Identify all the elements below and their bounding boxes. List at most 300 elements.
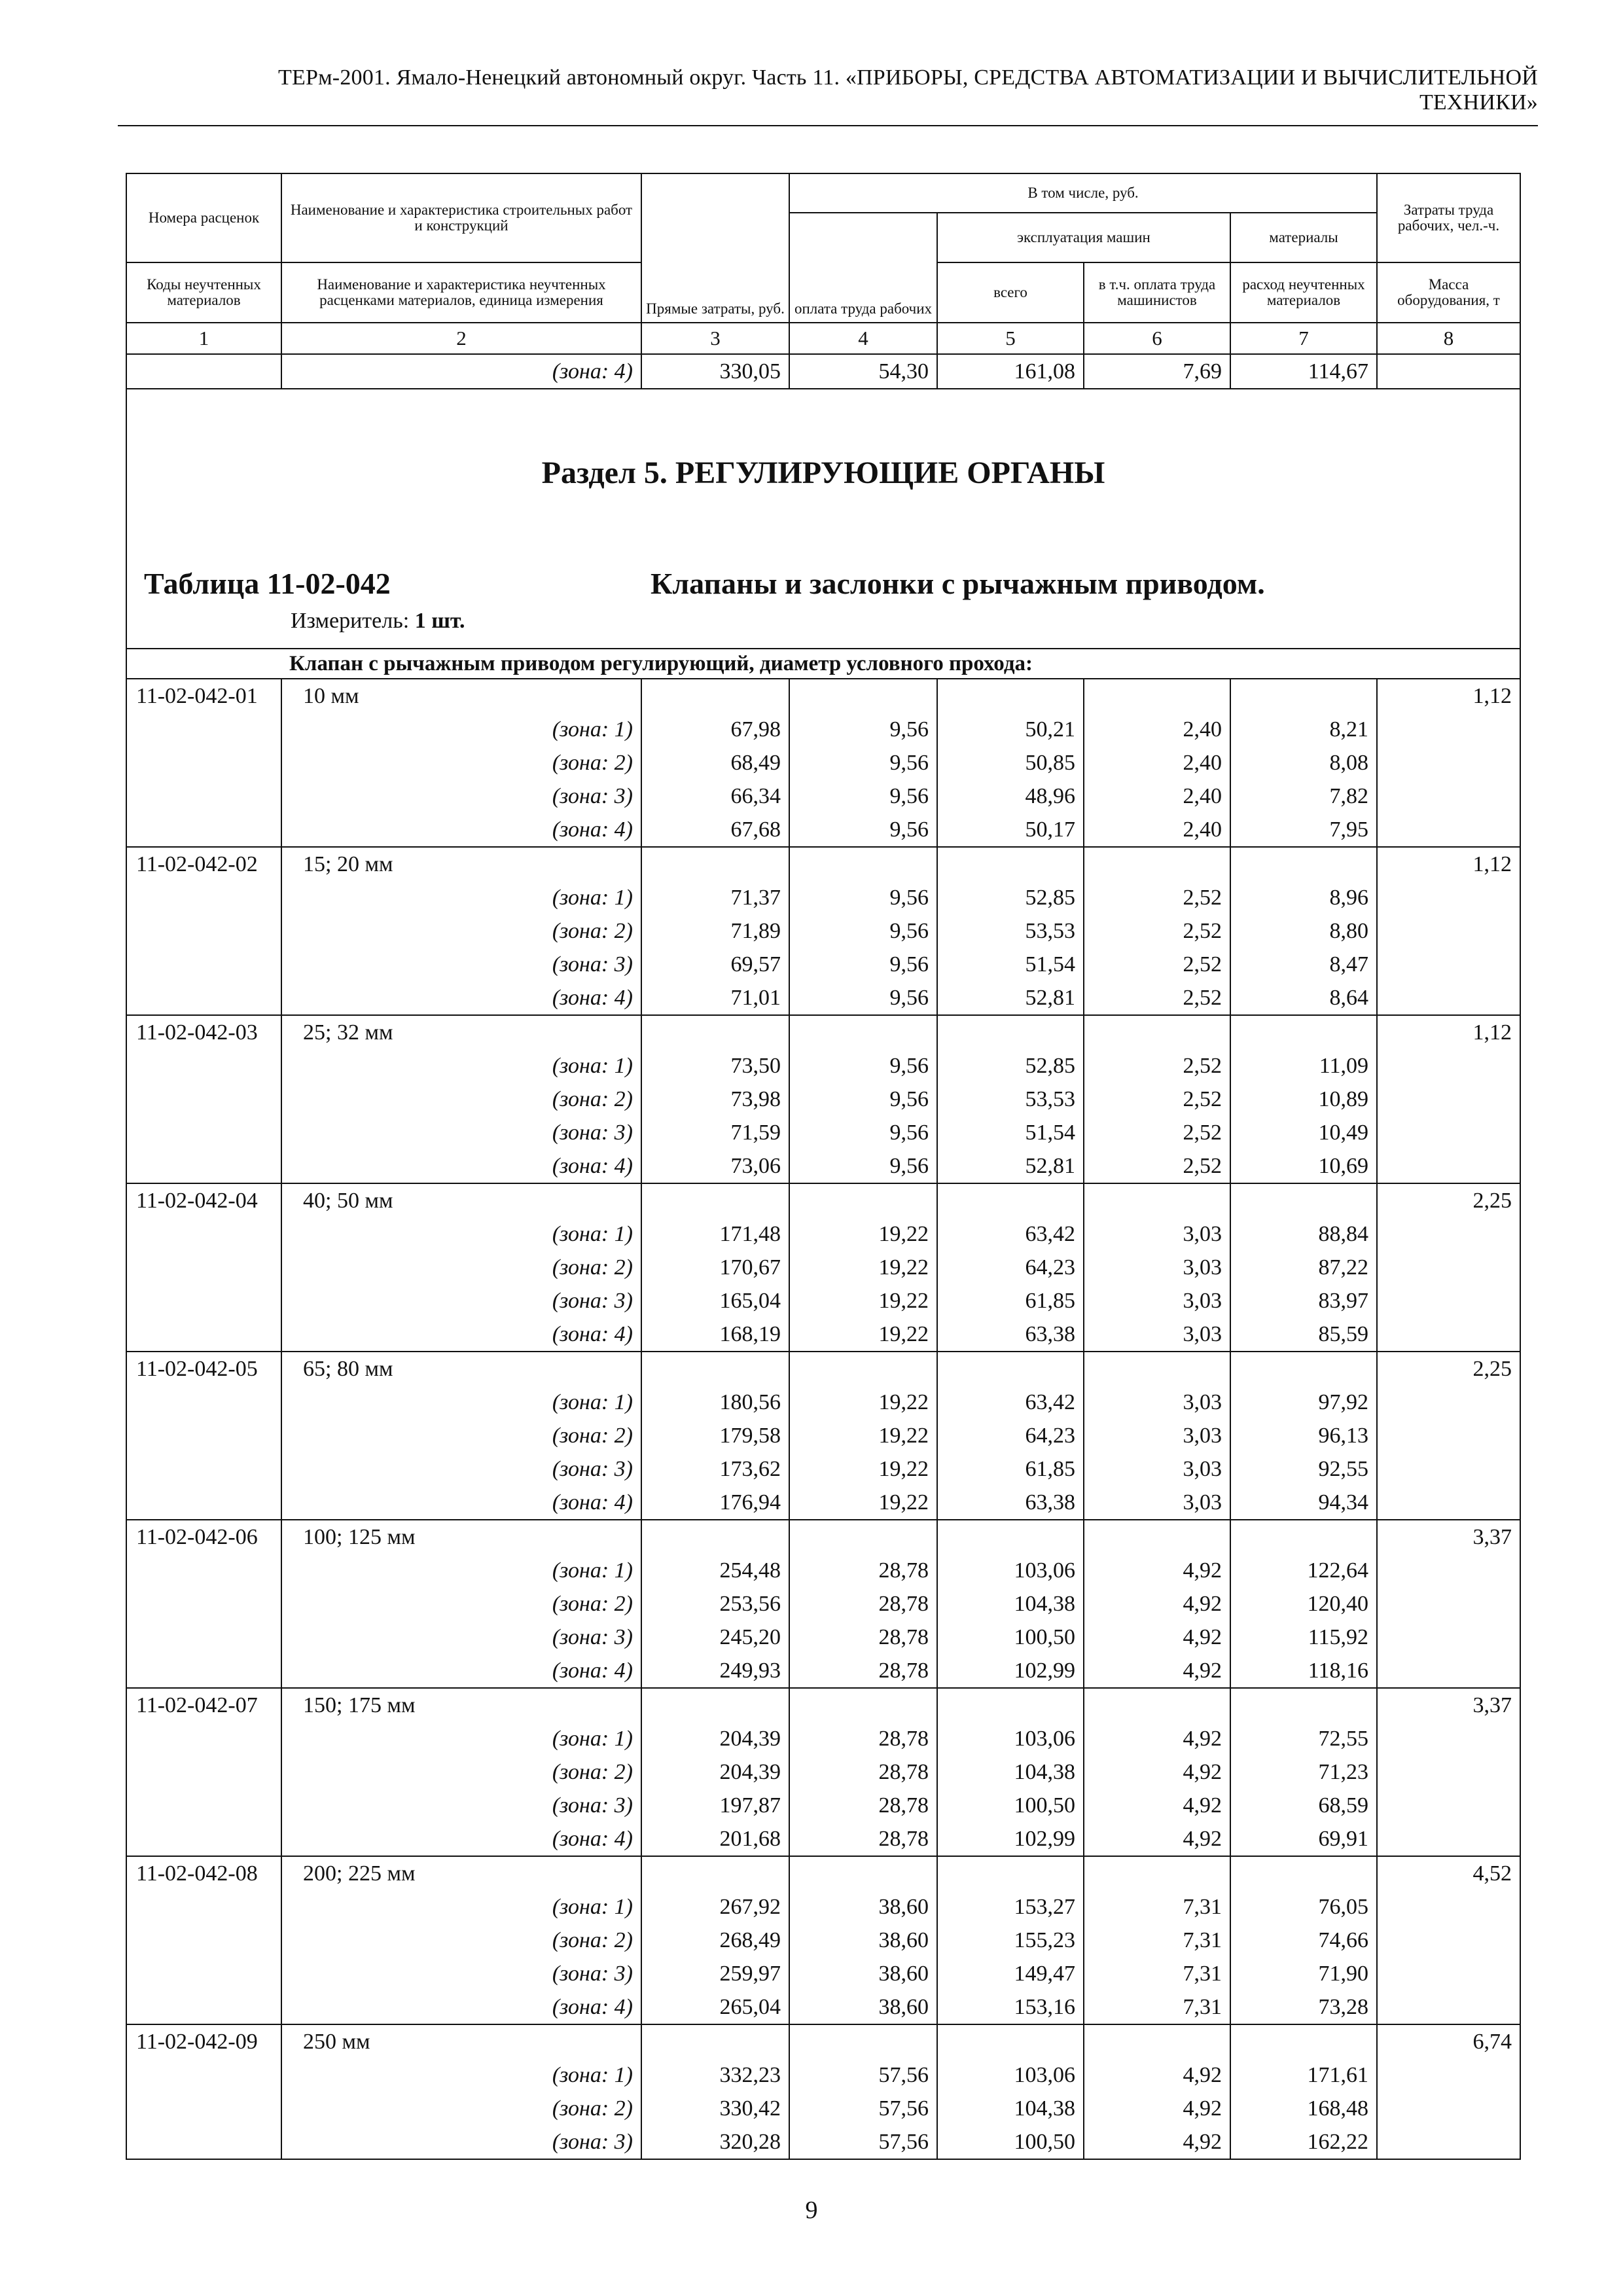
cell-machines-total: 63,38 <box>937 1318 1084 1352</box>
table-row <box>126 813 1520 847</box>
cell-direct-cost: 180,56 <box>641 1386 789 1419</box>
cell-direct-cost: 71,01 <box>641 981 789 1015</box>
cell-labor-pay: 19,22 <box>789 1251 937 1284</box>
section-row <box>126 389 1520 649</box>
cell-direct-cost: 332,23 <box>641 2058 789 2092</box>
table-row <box>126 1822 1520 1856</box>
cell-direct-cost: 71,59 <box>641 1116 789 1149</box>
cell-labor-pay: 28,78 <box>789 1554 937 1587</box>
cell-direct-cost: 71,89 <box>641 914 789 948</box>
rate-code: 11-02-042-06 <box>126 1520 281 1554</box>
cell-materials: 8,80 <box>1230 914 1377 948</box>
zone-label: (зона: 4) <box>281 1654 641 1688</box>
col1-header-bottom: Коды неучтенных материалов <box>126 262 281 323</box>
table-row <box>126 1587 1520 1621</box>
rate-header-row <box>126 847 1520 881</box>
cell-machines-total: 153,16 <box>937 1990 1084 2024</box>
subheading: Клапан с рычажным приводом регулирующий, диаметр условного прохода: <box>126 649 1520 679</box>
cell-direct-cost: 259,97 <box>641 1957 789 1990</box>
zone-label: (зона: 3) <box>281 1789 641 1822</box>
table-row <box>126 1217 1520 1251</box>
cell-materials: 114,67 <box>1230 354 1377 389</box>
zone-label: (зона: 3) <box>281 1957 641 1990</box>
cell-labor-pay: 28,78 <box>789 1755 937 1789</box>
cell-direct-cost: 330,42 <box>641 2092 789 2125</box>
cell-direct-cost: 173,62 <box>641 1452 789 1486</box>
cell-machines-total: 100,50 <box>937 1789 1084 1822</box>
col-number: 8 <box>1377 323 1520 354</box>
rate-header-row <box>126 1688 1520 1722</box>
labor-cost: 1,12 <box>1377 847 1520 881</box>
table-row <box>126 1452 1520 1486</box>
zone-label: (зона: 3) <box>281 1284 641 1318</box>
cell-materials: 7,82 <box>1230 780 1377 813</box>
cell-machines-total: 50,17 <box>937 813 1084 847</box>
cell-machinist-pay: 2,52 <box>1084 1149 1230 1183</box>
cell-machinist-pay: 4,92 <box>1084 1587 1230 1621</box>
cell-machines-total: 53,53 <box>937 1083 1084 1116</box>
cell-labor-pay: 9,56 <box>789 780 937 813</box>
running-header-line1: ТЕРм-2001. Ямало-Ненецкий автономный округ. Часть 11. «ПРИБОРЫ, СРЕДСТВА АВТОМАТИЗАЦИИ И ВЫЧИСЛИТЕЛЬНОЙ <box>278 65 1538 90</box>
cell-machines-total: 64,23 <box>937 1419 1084 1452</box>
cell-machinist-pay: 2,40 <box>1084 813 1230 847</box>
rate-name: 150; 175 мм <box>281 1688 641 1722</box>
cell-machinist-pay: 2,40 <box>1084 713 1230 746</box>
cell-labor-pay: 9,56 <box>789 948 937 981</box>
zone-label: (зона: 1) <box>281 1722 641 1755</box>
cell-materials: 8,21 <box>1230 713 1377 746</box>
cell-machinist-pay: 7,69 <box>1084 354 1230 389</box>
cell-machinist-pay: 4,92 <box>1084 1789 1230 1822</box>
header-rule <box>118 125 1538 126</box>
table-row <box>126 1116 1520 1149</box>
cell-direct-cost: 197,87 <box>641 1789 789 1822</box>
cell-machinist-pay: 4,92 <box>1084 2092 1230 2125</box>
table-row <box>126 1554 1520 1587</box>
cell-direct-cost: 71,37 <box>641 881 789 914</box>
cell-direct-cost: 254,48 <box>641 1554 789 1587</box>
col8-header-bottom: Масса оборудования, т <box>1377 262 1520 323</box>
cell-machinist-pay: 2,52 <box>1084 1049 1230 1083</box>
cell-machines-total: 61,85 <box>937 1284 1084 1318</box>
column-number-row <box>126 323 1520 354</box>
rate-code: 11-02-042-02 <box>126 847 281 881</box>
cell-materials: 11,09 <box>1230 1049 1377 1083</box>
zone-label: (зона: 2) <box>281 1755 641 1789</box>
section-title: Раздел 5. РЕГУЛИРУЮЩИЕ ОРГАНЫ <box>541 456 1105 490</box>
cell-machinist-pay: 7,31 <box>1084 1890 1230 1924</box>
zone-label: (зона: 2) <box>281 2092 641 2125</box>
cell-machinist-pay: 7,31 <box>1084 1990 1230 2024</box>
labor-cost: 4,52 <box>1377 1856 1520 1890</box>
rate-code: 11-02-042-03 <box>126 1015 281 1049</box>
cell-labor-pay: 9,56 <box>789 813 937 847</box>
cell-machines-total: 51,54 <box>937 1116 1084 1149</box>
col2-header-top: Наименование и характеристика строительных работ и конструкций <box>281 173 641 262</box>
subheading-row <box>126 649 1520 679</box>
rate-groups <box>126 679 1520 2159</box>
materials-header: материалы <box>1230 213 1377 262</box>
zone-label: (зона: 3) <box>281 780 641 813</box>
zone-label: (зона: 2) <box>281 1587 641 1621</box>
cell-materials: 168,48 <box>1230 2092 1377 2125</box>
cell-machinist-pay: 4,92 <box>1084 1621 1230 1654</box>
table-row <box>126 948 1520 981</box>
cell-direct-cost: 330,05 <box>641 354 789 389</box>
zone-label: (зона: 3) <box>281 1116 641 1149</box>
cell-direct-cost: 66,34 <box>641 780 789 813</box>
zone-label: (зона: 1) <box>281 1386 641 1419</box>
cell-machines-total: 103,06 <box>937 1554 1084 1587</box>
zone-label: (зона: 4) <box>281 1149 641 1183</box>
cell-labor-pay: 28,78 <box>789 1654 937 1688</box>
cell-machinist-pay: 4,92 <box>1084 1822 1230 1856</box>
zone-label: (зона: 2) <box>281 1083 641 1116</box>
cell-materials: 8,64 <box>1230 981 1377 1015</box>
zone-label: (зона: 2) <box>281 1251 641 1284</box>
zone-label: (зона: 3) <box>281 2125 641 2159</box>
cell-machinist-pay: 4,92 <box>1084 1554 1230 1587</box>
machines-header: эксплуатация машин <box>937 213 1230 262</box>
col4-header: оплата труда рабочих <box>789 213 937 323</box>
cell-machines-total: 53,53 <box>937 914 1084 948</box>
table-row <box>126 1621 1520 1654</box>
cell-direct-cost: 170,67 <box>641 1251 789 1284</box>
table-title: Клапаны и заслонки с рычажным приводом. <box>651 567 1265 600</box>
cell-materials: 118,16 <box>1230 1654 1377 1688</box>
cell-direct-cost: 176,94 <box>641 1486 789 1520</box>
cell-direct-cost: 245,20 <box>641 1621 789 1654</box>
cell-direct-cost: 171,48 <box>641 1217 789 1251</box>
cell-machinist-pay: 3,03 <box>1084 1217 1230 1251</box>
cell-materials: 68,59 <box>1230 1789 1377 1822</box>
col2-header-bottom: Наименование и характеристика неучтенных расценками материалов, единица измерения <box>281 262 641 323</box>
table-row <box>126 1789 1520 1822</box>
table-row <box>126 1654 1520 1688</box>
cell-machines-total: 103,06 <box>937 1722 1084 1755</box>
cell-labor-pay: 38,60 <box>789 1990 937 2024</box>
col-number: 4 <box>789 323 937 354</box>
zone-label: (зона: 2) <box>281 1419 641 1452</box>
cell-machinist-pay: 4,92 <box>1084 2125 1230 2159</box>
cell-labor-pay: 28,78 <box>789 1822 937 1856</box>
cell-direct-cost: 267,92 <box>641 1890 789 1924</box>
rate-name: 40; 50 мм <box>281 1183 641 1217</box>
rate-code: 11-02-042-08 <box>126 1856 281 1890</box>
rate-header-row <box>126 1520 1520 1554</box>
cell-materials: 7,95 <box>1230 813 1377 847</box>
cell-materials: 97,92 <box>1230 1386 1377 1419</box>
cell-direct-cost: 320,28 <box>641 2125 789 2159</box>
col-number: 2 <box>281 323 641 354</box>
table-row <box>126 1149 1520 1183</box>
rate-header-row <box>126 679 1520 713</box>
cell-materials: 69,91 <box>1230 1822 1377 1856</box>
running-header <box>118 65 1538 115</box>
cell-labor-pay: 19,22 <box>789 1217 937 1251</box>
cell-machines-total: 52,85 <box>937 881 1084 914</box>
cell-labor-pay: 9,56 <box>789 881 937 914</box>
col1-header-top: Номера расценок <box>126 173 281 262</box>
rate-header-row <box>126 1015 1520 1049</box>
rate-name: 10 мм <box>281 679 641 713</box>
running-header-line2: ТЕХНИКИ» <box>1419 90 1538 115</box>
rate-header-row <box>126 1352 1520 1386</box>
cell-materials: 92,55 <box>1230 1452 1377 1486</box>
cell-materials: 10,49 <box>1230 1116 1377 1149</box>
zone-label: (зона: 4) <box>281 1318 641 1352</box>
cell-labor-pay: 9,56 <box>789 914 937 948</box>
rate-header-row <box>126 2024 1520 2058</box>
cell-materials: 10,89 <box>1230 1083 1377 1116</box>
table-row <box>126 2092 1520 2125</box>
price-table <box>126 173 1521 2160</box>
cell-materials: 71,90 <box>1230 1957 1377 1990</box>
cell-machinist-pay: 3,03 <box>1084 1386 1230 1419</box>
cell-labor-pay: 28,78 <box>789 1722 937 1755</box>
table-row <box>126 780 1520 813</box>
table-id: Таблица 11-02-042 <box>144 567 391 600</box>
table-row <box>126 1755 1520 1789</box>
cell-machines-total: 52,85 <box>937 1049 1084 1083</box>
cell-labor-pay: 9,56 <box>789 1083 937 1116</box>
table-row <box>126 1924 1520 1957</box>
table-row <box>126 1486 1520 1520</box>
cell-machines-total: 100,50 <box>937 1621 1084 1654</box>
cell-labor-pay: 28,78 <box>789 1789 937 1822</box>
cell-machinist-pay: 2,52 <box>1084 881 1230 914</box>
cell-machinist-pay: 2,52 <box>1084 914 1230 948</box>
cell-machines-total: 63,42 <box>937 1217 1084 1251</box>
cell-labor-pay: 38,60 <box>789 1924 937 1957</box>
labor-cost: 1,12 <box>1377 1015 1520 1049</box>
cell-direct-cost: 73,98 <box>641 1083 789 1116</box>
cell-direct-cost: 253,56 <box>641 1587 789 1621</box>
cell-direct-cost: 69,57 <box>641 948 789 981</box>
col-number: 6 <box>1084 323 1230 354</box>
cell-machines-total: 104,38 <box>937 1755 1084 1789</box>
labor-cost: 3,37 <box>1377 1520 1520 1554</box>
cell-direct-cost: 179,58 <box>641 1419 789 1452</box>
cell-labor-pay: 38,60 <box>789 1957 937 1990</box>
cell-machines-total: 100,50 <box>937 2125 1084 2159</box>
cell-machines-total: 63,42 <box>937 1386 1084 1419</box>
cell-machines-total: 102,99 <box>937 1654 1084 1688</box>
cell-direct-cost: 268,49 <box>641 1924 789 1957</box>
table-row <box>126 1419 1520 1452</box>
measure-unit: Измеритель: 1 шт. <box>291 609 465 633</box>
col7-header: расход неучтенных материалов <box>1230 262 1377 323</box>
cell-machinist-pay: 3,03 <box>1084 1452 1230 1486</box>
page-number: 9 <box>805 2197 818 2224</box>
rate-name: 200; 225 мм <box>281 1856 641 1890</box>
zone-label: (зона: 1) <box>281 1554 641 1587</box>
cell-machines-total: 61,85 <box>937 1452 1084 1486</box>
zone-label: (зона: 1) <box>281 881 641 914</box>
cell-labor-pay: 57,56 <box>789 2092 937 2125</box>
col5-header: всего <box>937 262 1084 323</box>
col6-header: в т.ч. оплата труда машинистов <box>1084 262 1230 323</box>
cell-machines-total: 63,38 <box>937 1486 1084 1520</box>
cell-direct-cost: 249,93 <box>641 1654 789 1688</box>
col-number: 1 <box>126 323 281 354</box>
zone-label: (зона: 1) <box>281 1217 641 1251</box>
cell-machines-total: 51,54 <box>937 948 1084 981</box>
table-row <box>126 1722 1520 1755</box>
cell-machinist-pay: 2,52 <box>1084 1083 1230 1116</box>
cell-machinist-pay: 2,40 <box>1084 746 1230 780</box>
cell-materials: 94,34 <box>1230 1486 1377 1520</box>
cell-labor-pay: 28,78 <box>789 1587 937 1621</box>
table-row <box>126 1957 1520 1990</box>
cell-machines-total: 102,99 <box>937 1822 1084 1856</box>
cell-materials: 83,97 <box>1230 1284 1377 1318</box>
cell-labor-pay: 54,30 <box>789 354 937 389</box>
table-row <box>126 981 1520 1015</box>
cell-direct-cost: 67,98 <box>641 713 789 746</box>
zone-label: (зона: 2) <box>281 914 641 948</box>
cell-labor-pay: 28,78 <box>789 1621 937 1654</box>
cell-labor-pay: 19,22 <box>789 1452 937 1486</box>
cell-machinist-pay: 3,03 <box>1084 1419 1230 1452</box>
table-row <box>126 1318 1520 1352</box>
cell-materials: 73,28 <box>1230 1990 1377 2024</box>
cell-materials: 74,66 <box>1230 1924 1377 1957</box>
cell-direct-cost: 265,04 <box>641 1990 789 2024</box>
zone-label: (зона: 4) <box>281 981 641 1015</box>
table-row <box>126 1083 1520 1116</box>
zone-label: (зона: 3) <box>281 1452 641 1486</box>
cell-labor-pay: 9,56 <box>789 1149 937 1183</box>
cell-materials: 71,23 <box>1230 1755 1377 1789</box>
cell-machines-total: 153,27 <box>937 1890 1084 1924</box>
cell-materials: 85,59 <box>1230 1318 1377 1352</box>
rate-header-row <box>126 1183 1520 1217</box>
cell-machinist-pay: 4,92 <box>1084 1654 1230 1688</box>
table-row <box>126 1890 1520 1924</box>
cell-materials: 8,47 <box>1230 948 1377 981</box>
price-table-frame <box>126 173 1520 2160</box>
cell-labor-pay: 19,22 <box>789 1419 937 1452</box>
labor-cost: 3,37 <box>1377 1688 1520 1722</box>
table-row <box>126 746 1520 780</box>
cell-labor-pay: 19,22 <box>789 1486 937 1520</box>
zone-label: (зона: 2) <box>281 746 641 780</box>
zone-label: (зона: 2) <box>281 1924 641 1957</box>
cell-materials: 8,96 <box>1230 881 1377 914</box>
rate-name: 15; 20 мм <box>281 847 641 881</box>
table-row <box>126 713 1520 746</box>
table-row <box>126 2058 1520 2092</box>
cell-labor-pay: 19,22 <box>789 1284 937 1318</box>
cell-machines-total: 48,96 <box>937 780 1084 813</box>
cell-direct-cost: 73,06 <box>641 1149 789 1183</box>
col8-header-top: Затраты труда рабочих, чел.-ч. <box>1377 173 1520 262</box>
cell-machinist-pay: 2,52 <box>1084 1116 1230 1149</box>
zone-label: (зона: 1) <box>281 1890 641 1924</box>
cell-machines-total: 52,81 <box>937 981 1084 1015</box>
cell-labor-pay: 57,56 <box>789 2058 937 2092</box>
cell-labor-pay: 38,60 <box>789 1890 937 1924</box>
table-row <box>126 1990 1520 2024</box>
cell-materials: 8,08 <box>1230 746 1377 780</box>
rate-name: 65; 80 мм <box>281 1352 641 1386</box>
col-number: 7 <box>1230 323 1377 354</box>
cell-labor-pay: 9,56 <box>789 746 937 780</box>
zone-label: (зона: 4) <box>281 354 641 389</box>
cell-machinist-pay: 2,40 <box>1084 780 1230 813</box>
cell-labor-pay: 9,56 <box>789 1049 937 1083</box>
rate-name: 250 мм <box>281 2024 641 2058</box>
cell-direct-cost: 168,19 <box>641 1318 789 1352</box>
cell-direct-cost: 67,68 <box>641 813 789 847</box>
col-number: 3 <box>641 323 789 354</box>
labor-cost: 6,74 <box>1377 2024 1520 2058</box>
labor-cost: 2,25 <box>1377 1183 1520 1217</box>
table-row <box>126 1284 1520 1318</box>
cell-machinist-pay: 7,31 <box>1084 1924 1230 1957</box>
cell-labor-pay: 9,56 <box>789 1116 937 1149</box>
rate-code: 11-02-042-01 <box>126 679 281 713</box>
zone-label: (зона: 3) <box>281 948 641 981</box>
rate-code: 11-02-042-07 <box>126 1688 281 1722</box>
cell-materials: 162,22 <box>1230 2125 1377 2159</box>
labor-cost: 2,25 <box>1377 1352 1520 1386</box>
cell-machinist-pay: 7,31 <box>1084 1957 1230 1990</box>
zone-label: (зона: 1) <box>281 1049 641 1083</box>
cell-materials: 171,61 <box>1230 2058 1377 2092</box>
cell-machinist-pay: 4,92 <box>1084 2058 1230 2092</box>
incl-header: В том числе, руб. <box>789 173 1377 213</box>
zone-label: (зона: 4) <box>281 1486 641 1520</box>
cell-direct-cost: 201,68 <box>641 1822 789 1856</box>
cell-machinist-pay: 3,03 <box>1084 1318 1230 1352</box>
cell-machines-total: 64,23 <box>937 1251 1084 1284</box>
cell-machines-total: 104,38 <box>937 1587 1084 1621</box>
cell-machines-total: 50,85 <box>937 746 1084 780</box>
cell-materials: 122,64 <box>1230 1554 1377 1587</box>
cell-materials: 120,40 <box>1230 1587 1377 1621</box>
cell-machines-total: 161,08 <box>937 354 1084 389</box>
table-row <box>126 914 1520 948</box>
cell-direct-cost: 204,39 <box>641 1755 789 1789</box>
table-row <box>126 881 1520 914</box>
zone-label: (зона: 1) <box>281 713 641 746</box>
zone-label: (зона: 4) <box>281 813 641 847</box>
cell-materials: 87,22 <box>1230 1251 1377 1284</box>
cell-labor-pay: 9,56 <box>789 713 937 746</box>
rate-name: 25; 32 мм <box>281 1015 641 1049</box>
rate-code: 11-02-042-04 <box>126 1183 281 1217</box>
labor-cost: 1,12 <box>1377 679 1520 713</box>
zone-label: (зона: 4) <box>281 1822 641 1856</box>
rate-code: 11-02-042-09 <box>126 2024 281 2058</box>
col3-header: Прямые затраты, руб. <box>641 173 789 323</box>
cell-labor-pay: 57,56 <box>789 2125 937 2159</box>
cell-direct-cost: 73,50 <box>641 1049 789 1083</box>
cell-machines-total: 52,81 <box>937 1149 1084 1183</box>
cell-labor-pay: 19,22 <box>789 1386 937 1419</box>
cell-machinist-pay: 3,03 <box>1084 1486 1230 1520</box>
cell-direct-cost: 165,04 <box>641 1284 789 1318</box>
cell-machinist-pay: 3,03 <box>1084 1284 1230 1318</box>
col-number: 5 <box>937 323 1084 354</box>
table-row <box>126 1386 1520 1419</box>
cell-materials: 88,84 <box>1230 1217 1377 1251</box>
cell-direct-cost: 68,49 <box>641 746 789 780</box>
rate-code: 11-02-042-05 <box>126 1352 281 1386</box>
cell-machinist-pay: 3,03 <box>1084 1251 1230 1284</box>
